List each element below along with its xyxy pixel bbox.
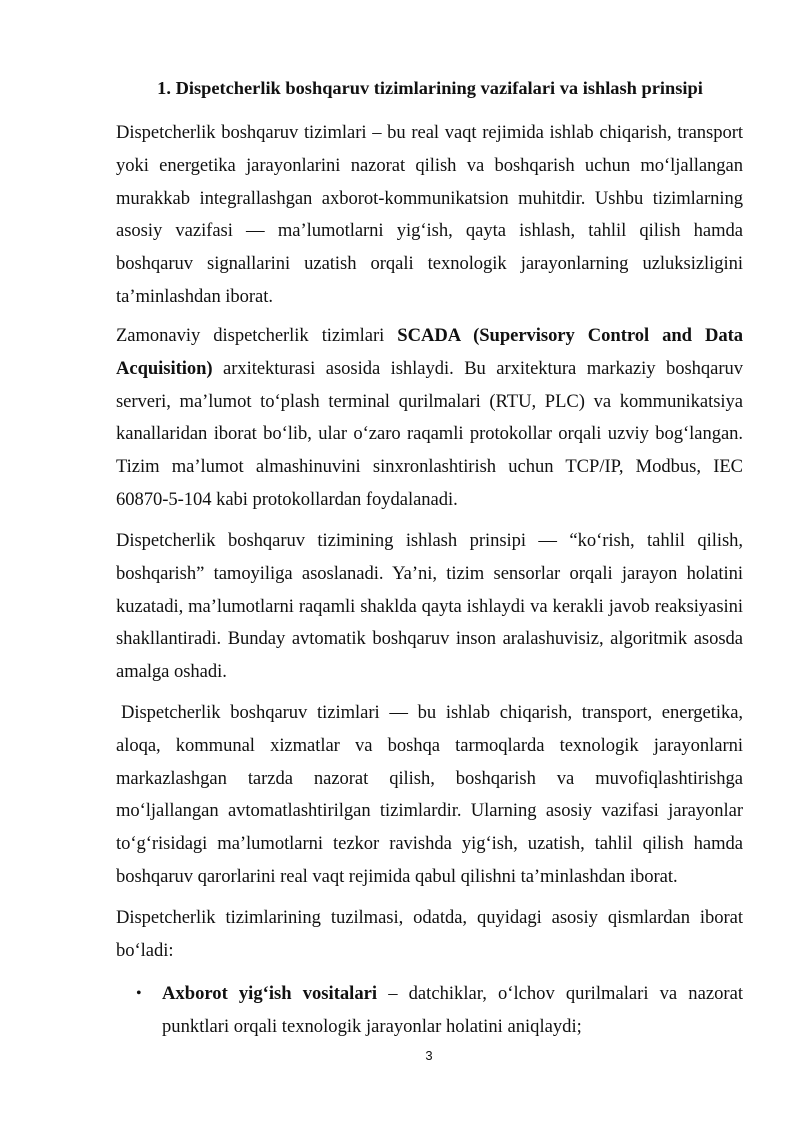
scada-term: SCADA (Supervisory Control and Data Acquisition) <box>116 325 744 379</box>
paragraph-principle: Dispetcherlik boshqaruv tizimining ishlash prinsipi — “ko‘rish, tahlil qilish, boshqarish” tamoyiliga asoslanadi. Ya’ni, tizim sensorlar orqali jarayon holatini kuzatadi, ma’lumotlarni raqamli shaklda qayta ishlaydi va kerakli javob reaksiyasini shakllantiradi. Bunday avtomatik boshqaruv inson aralashuvisiz, algoritmik asosda amalga oshadi. <box>116 530 743 683</box>
paragraph-scada-rest: arxitekturasi asosida ishlaydi. Bu arxitektura markaziy boshqaruv serveri, ma’lumot to‘plash terminal qurilmalari (RTU, PLC) va kommunikatsiya kanallaridan iborat bo‘lib, ular o‘zaro raqamli protokollar orqali uzviy bog‘langan. Tizim ma’lumot almashinuvini sinxronlashtirish uchun TCP/IP, Modbus, IEC 60870-5-104 kabi protokollardan foydalanadi. <box>116 357 743 510</box>
list-item-text <box>162 978 743 1044</box>
paragraph-scada-start: Zamonaviy dispetcherlik tizimlari <box>116 325 398 346</box>
list-item-term: Axborot yig‘ish vositalari <box>162 983 378 1004</box>
paragraph-structure: Dispetcherlik tizimlarining tuzilmasi, odatda, quyidagi asosiy qismlardan iborat bo‘ladi: <box>116 907 743 961</box>
bullet-icon: • <box>136 985 142 1002</box>
list-item-description: – datchiklar, o‘lchov qurilmalari va nazorat punktlari orqali texnologik jarayonlar holatini aniqlaydi; <box>162 983 743 1037</box>
section-heading: 1. Dispetcherlik boshqaruv tizimlarining vazifalari va ishlash prinsipi <box>157 78 703 98</box>
paragraph-definition: Dispetcherlik boshqaruv tizimlari — bu ishlab chiqarish, transport, energetika, aloqa, kommunal xizmatlar va boshqa tarmoqlarda texnologik jarayonlarni markazlashgan tarzda nazorat qilish, boshqarish va muvofiqlashtirishga mo‘ljallangan avtomatlashtirilgan tizimlardir. Ularning asosiy vazifasi jarayonlar to‘g‘risidagi ma’lumotlarni tezkor ravishda yig‘ish, uzatish, tahlil qilish hamda boshqaruv qarorlarini real vaqt rejimida qabul qilishni ta’minlashdan iborat. <box>116 702 743 887</box>
page-number: 3 <box>425 1048 433 1063</box>
paragraph-intro: Dispetcherlik boshqaruv tizimlari – bu real vaqt rejimida ishlab chiqarish, transport yoki energetika jarayonlarini nazorat qilish va boshqarish uchun mo‘ljallangan murakkab integrallashgan axborot-kommunikatsion muhitdir. Ushbu tizimlarning asosiy vazifasi — ma’lumotlarni yig‘ish, qayta ishlash, tahlil qilish hamda boshqaruv signallarini uzatish orqali texnologik jarayonlarning uzluksizligini ta’minlashdan iborat. <box>116 122 743 307</box>
list-item <box>136 978 743 1044</box>
paragraph-scada <box>116 320 743 517</box>
